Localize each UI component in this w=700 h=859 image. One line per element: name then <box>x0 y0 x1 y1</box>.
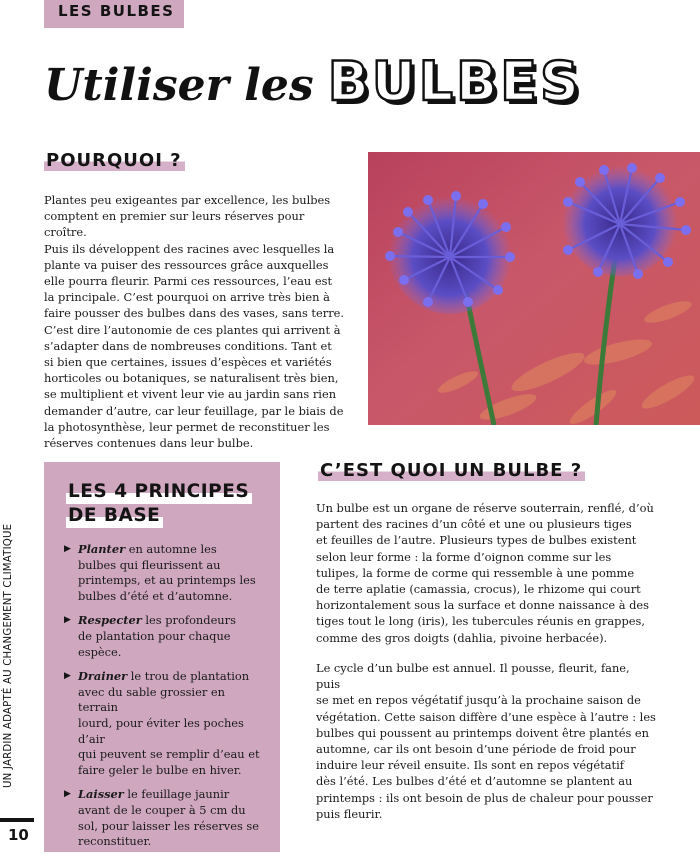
principe-text: bulbes qui fleurissent au <box>78 557 221 572</box>
text-line: partent des racines d’un côté et une ou plusieurs tiges <box>316 517 632 532</box>
principe-text: les profondeurs <box>141 613 236 628</box>
page-number: 10 <box>8 826 29 844</box>
text-line: selon leur forme : la forme d’oignon comme sur les <box>316 549 612 564</box>
page-title-script: Utiliser les <box>44 60 314 111</box>
text-line: induire leur réveil ensuite. Ils sont en repos végétatif <box>316 758 624 773</box>
pourquoi-heading-text: POURQUOI ? <box>44 150 185 171</box>
principe-text: en automne les <box>125 542 217 556</box>
triangle-bullet-icon: ▶ <box>64 615 71 626</box>
text-line: dès l’été. Les bulbes d’été et d’automne se plantent au <box>316 774 633 789</box>
principes-title <box>66 480 252 528</box>
principes-title-line2: DE BASE <box>66 504 163 528</box>
text-line: Un bulbe est un organe de réserve souterrain, renflé, d’où <box>316 501 654 515</box>
triangle-bullet-icon: ▶ <box>64 544 71 554</box>
text-line: tulipes, la forme de corme qui ressemble à une pomme <box>316 565 635 580</box>
section-tag <box>44 0 184 28</box>
bulbe-paragraph-2 <box>316 660 656 822</box>
section-tag-label: LES BULBES <box>58 2 175 20</box>
principe-text: lourd, pour éviter les poches d’air <box>78 715 244 746</box>
page-title <box>44 50 582 130</box>
principe-keyword: Drainer <box>78 669 128 684</box>
bulbe-heading <box>318 460 585 481</box>
bulbe-paragraph-1 <box>316 500 656 646</box>
text-line: végétation. Cette saison diffère d’une espèce à l’autre : les <box>316 709 656 724</box>
text-line: printemps : ils ont besoin de plus de chaleur pour pousser <box>316 790 653 805</box>
principe-text: avant de le couper à 5 cm du <box>78 802 246 817</box>
principe-keyword: Laisser <box>78 787 124 802</box>
principe-text: printemps, et au printemps les <box>78 573 256 588</box>
principes-box <box>44 462 280 852</box>
principe-text: bulbes d’été et d’automne. <box>78 588 233 603</box>
text-line: automne, car ils ont besoin d’une période de froid pour <box>316 742 636 757</box>
triangle-bullet-icon: ▶ <box>64 789 71 800</box>
text-line: de terre aplatie (camassia, crocus), le rhizome qui court <box>316 582 641 597</box>
principes-list <box>62 542 264 859</box>
principe-item <box>62 613 264 660</box>
text-line: tiges tout le long (iris), les tubercules réunis en grappes, <box>316 614 645 629</box>
text-line: s’adapter dans de nombreuses conditions. Tant et <box>44 338 332 353</box>
principe-text: le feuillage jaunir <box>123 787 230 802</box>
principe-text: sol, pour laisser les réserves se <box>78 818 260 833</box>
text-line: comptent en premier sur leurs réserves pour croître. <box>44 209 305 240</box>
text-line: la principale. C’est pourquoi on arrive très bien à <box>44 290 330 305</box>
text-line: horizontalement sous la surface et donne naissance à des <box>316 598 649 613</box>
text-line: elle pourra fleurir. Parmi ces ressources, l’eau est <box>44 274 333 289</box>
text-line: si bien que certaines, issues d’espèces et variétés <box>44 355 332 370</box>
text-line: comme des gros doigts (dahlia, pivoine herbacée). <box>316 630 608 645</box>
bulbe-heading-text: C’EST QUOI UN BULBE ? <box>318 460 585 481</box>
agapanthus-photo <box>368 152 700 425</box>
pourquoi-paragraph <box>44 192 344 451</box>
text-line: C’est dire l’autonomie de ces plantes qui arrivent à <box>44 322 341 337</box>
text-line: et feuilles de l’autre. Plusieurs types de bulbes existent <box>316 533 637 548</box>
text-line: se met en repos végétatif jusqu’à la prochaine saison de <box>316 693 641 708</box>
principe-keyword: Planter <box>78 542 126 556</box>
principe-item <box>62 787 264 849</box>
text-line: horticoles ou botaniques, se naturalisent très bien, <box>44 371 339 386</box>
text-line: bulbes qui poussent au printemps doivent être plantés en <box>316 725 650 740</box>
page-title-display: BULBES <box>327 50 582 113</box>
pourquoi-heading <box>44 150 185 171</box>
principe-text: qui peuvent se remplir d’eau et <box>78 747 260 762</box>
page-number-bar <box>0 818 34 822</box>
principe-text: espèce. <box>78 644 122 659</box>
text-line: la photosynthèse, leur permet de reconstituer les <box>44 419 330 434</box>
text-line: puis fleurir. <box>316 806 383 821</box>
text-line: se multiplient et vivent leur vie au jardin sans rien <box>44 387 337 402</box>
principes-title-line1: LES 4 PRINCIPES <box>66 480 252 504</box>
text-line: Le cycle d’un bulbe est annuel. Il pousse, fleurit, fane, puis <box>316 661 630 692</box>
principe-text: reconstituer. <box>78 834 152 849</box>
principe-text: le trou de plantation <box>127 669 250 684</box>
book-title-sidebar: UN JARDIN ADAPTÉ AU CHANGEMENT CLIMATIQUE <box>3 523 14 788</box>
principe-item <box>62 669 264 778</box>
triangle-bullet-icon: ▶ <box>64 671 71 682</box>
text-line: Plantes peu exigeantes par excellence, les bulbes <box>44 193 331 207</box>
text-line: plante va puiser des ressources grâce auxquelles <box>44 257 329 272</box>
text-line: réserves contenues dans leur bulbe. <box>44 436 254 451</box>
principe-text: faire geler le bulbe en hiver. <box>78 762 242 777</box>
principe-item <box>62 542 264 604</box>
text-line: faire pousser des bulbes dans des vases, sans terre. <box>44 306 344 321</box>
principe-text: de plantation pour chaque <box>78 628 231 643</box>
principe-keyword: Respecter <box>78 613 142 628</box>
text-line: demander d’autre, car leur feuillage, par le biais de <box>44 403 344 418</box>
principe-text: avec du sable grossier en terrain <box>78 684 225 715</box>
text-line: Puis ils développent des racines avec lesquelles la <box>44 241 335 256</box>
